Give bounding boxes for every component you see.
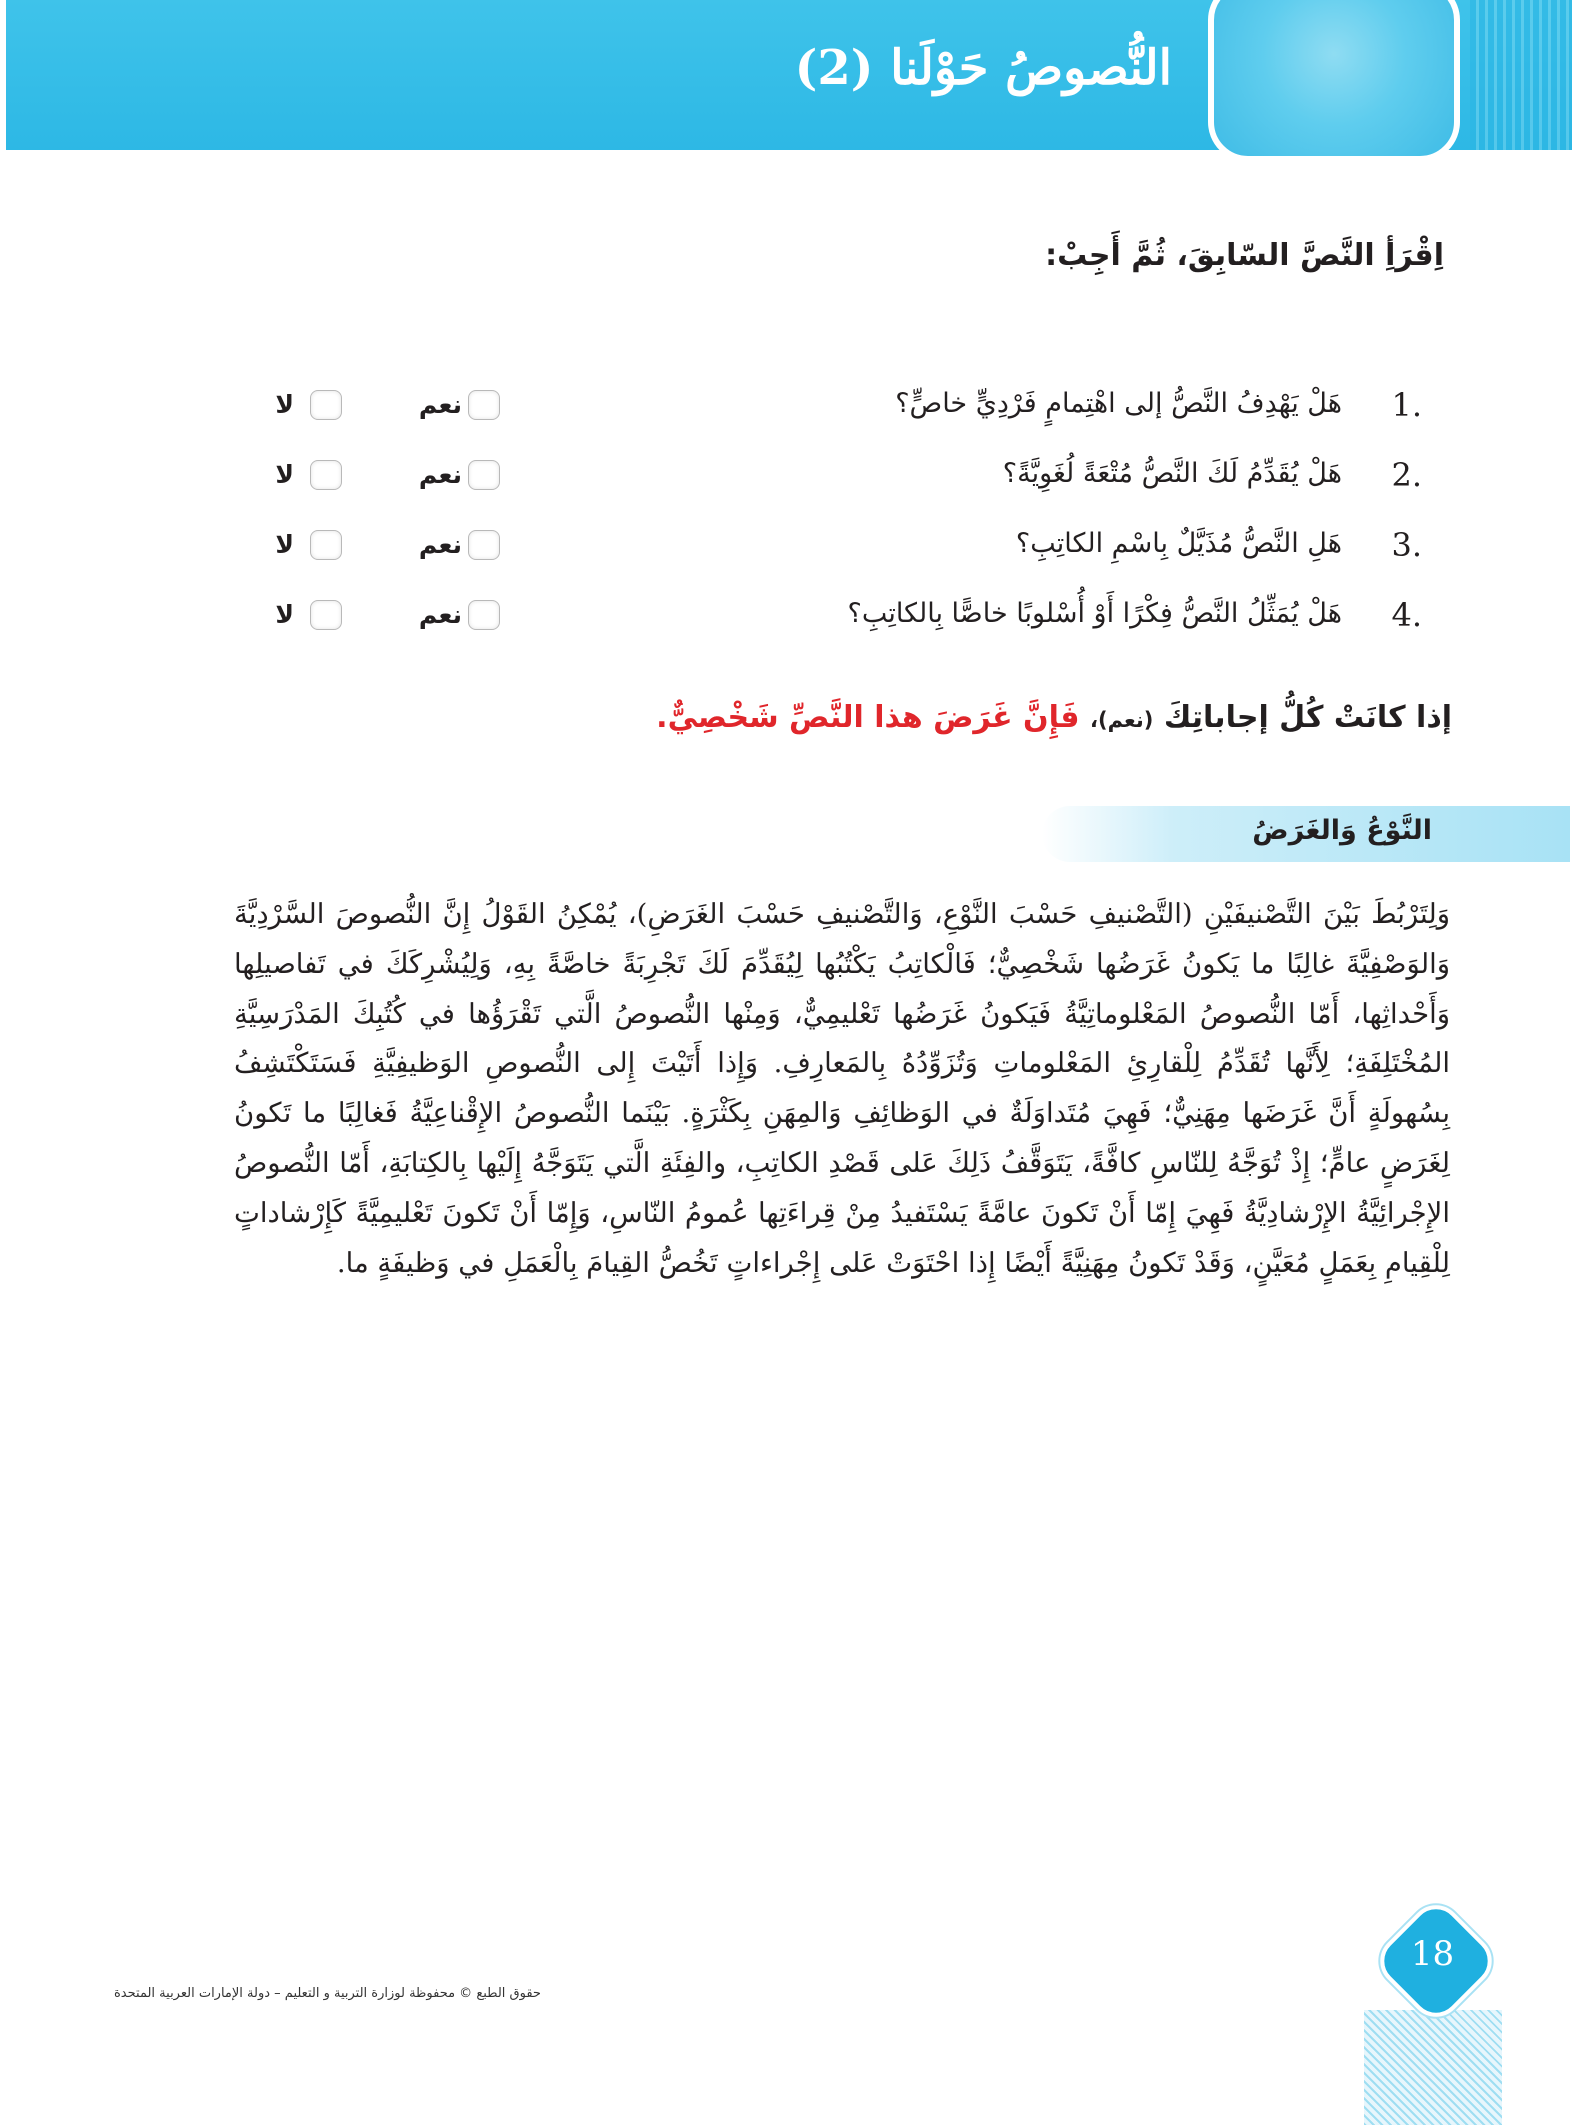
no-label: لا	[275, 600, 294, 629]
page-title: النُّصوصُ حَوْلَنا (2)	[794, 40, 1172, 96]
question-number: 4.	[1391, 596, 1422, 634]
footer-decorative-pattern	[1364, 2010, 1502, 2125]
page-number: 18	[1410, 1934, 1455, 1974]
yes-checkbox[interactable]	[468, 530, 500, 560]
question-number: 3.	[1391, 526, 1422, 564]
question-number: 2.	[1391, 456, 1422, 494]
body-paragraph: وَلِتَرْبُطَ بَيْنَ التَّصْنيفَيْنِ (التَّصْنيفِ حَسْبَ النَّوْعِ، وَالتَّصْنيفِ حَسْبَ الغَرَضِ)، يُمْكِنُ القَوْلُ إِنَّ النُّصوصَ السَّرْدِيَّةَ وَالوَصْفِيَّةَ غالِبًا ما يَكونُ غَرَضُها شَخْصِيٌّ؛ فَالْكاتِبُ يَكْتُبُها لِيُقَدِّمَ لَكَ تَجْرِبَةً خاصَّةً بِهِ، وَلِيُشْرِكَكَ في تَفاصيلِها وَأَحْداثِها، أَمّا النُّصوصُ المَعْلوماتِيَّةُ فَيَكونُ غَرَضُها تَعْليمِيٌّ، وَمِنْها النُّصوصُ الَّتي تَقْرَؤُها في كُتُبِكَ المَدْرَسِيَّةِ المُخْتَلِفَةِ؛ لِأَنَّها تُقَدِّمُ لِلْقارِئِ المَعْلوماتِ وَتُزَوِّدُهُ بِالمَعارِفِ. وَإِذا أَتَيْتَ إِلى النُّصوصِ الوَظيفِيَّةِ فَسَتَكْتَشِفُ بِسُهولَةٍ أَنَّ غَرَضَها مِهَنِيٌّ؛ فَهِيَ مُتَداوَلَةٌ في الوَظائِفِ وَالمِهَنِ بِكَثْرَةٍ. بَيْنَما النُّصوصُ الإِقْناعِيَّةُ فَغالِبًا ما تَكونُ لِغَرَضٍ عامٍّ؛ إِذْ تُوَجَّهُ لِلنّاسِ كافَّةً، يَتَوَقَّفُ ذَلِكَ عَلى قَصْدِ الكاتِبِ، والفِئَةِ الَّتي يَتَوَجَّهُ إِلَيْها بِالكِتابَةِ، أَمّا النُّصوصُ الإِجْرائِيَّةُ الإِرْشادِيَّةُ فَهِيَ إِمّا أَنْ تَكونَ عامَّةً يَسْتَفيدُ مِنْ قِراءَتِها عُمومُ النّاسِ، وَإِمّا أَنْ تَكونَ تَعْليمِيَّةً كَإِرْشاداتٍ لِلْقِيامِ بِعَمَلٍ مُعَيَّنٍ، وَقَدْ تَكونُ مِهَنِيَّةً أَيْضًا إِذا احْتَوَتْ عَلى إِجْراءاتٍ تَخُصُّ القِيامَ بِالْعَمَلِ في وَظيفَةٍ ما.	[234, 898, 1450, 1279]
question-text: هَلْ يُقَدِّمُ لَكَ النَّصُّ مُتْعَةً لُغَوِيَّةً؟	[1002, 458, 1342, 489]
yes-label: نعم	[418, 530, 462, 559]
yes-checkbox[interactable]	[468, 460, 500, 490]
yes-checkbox[interactable]	[468, 600, 500, 630]
header-decorative-edge	[1470, 0, 1572, 150]
conclusion-answer: (نعم)،	[1090, 708, 1154, 732]
question-text: هَلِ النَّصُّ مُذَيَّلٌ بِاسْمِ الكاتِبِ؟	[1015, 528, 1342, 559]
no-label: لا	[275, 530, 294, 559]
yes-label: نعم	[418, 600, 462, 629]
yes-checkbox[interactable]	[468, 390, 500, 420]
instruction-text: اِقْرَأِ النَّصَّ السّابِقَ، ثُمَّ أَجِبْ:	[1045, 238, 1444, 273]
no-checkbox[interactable]	[310, 600, 342, 630]
conclusion-statement	[656, 700, 1452, 735]
header-decorative-badge	[1208, 0, 1460, 162]
question-number: 1.	[1391, 386, 1422, 424]
question-row	[0, 518, 1572, 578]
question-text: هَلْ يَهْدِفُ النَّصُّ إلى اهْتِمامٍ فَرْدِيٍّ خاصٍّ؟	[895, 388, 1342, 419]
question-row	[0, 588, 1572, 648]
yes-label: نعم	[418, 390, 462, 419]
section-title: النَّوْعُ وَالغَرَضُ	[1252, 815, 1432, 846]
no-checkbox[interactable]	[310, 530, 342, 560]
copyright-footer: حقوق الطبع © محفوظة لوزارة التربية و التعليم – دولة الإمارات العربية المتحدة	[114, 1986, 541, 2001]
conclusion-part1: إذا كانَتْ كُلُّ إجاباتِكَ	[1163, 700, 1452, 735]
page-number-badge	[1375, 1900, 1490, 2015]
question-row	[0, 378, 1572, 438]
yes-label: نعم	[418, 460, 462, 489]
conclusion-result: فَإِنَّ غَرَضَ هذا النَّصِّ شَخْصِيٌّ.	[656, 700, 1080, 735]
no-label: لا	[275, 460, 294, 489]
no-checkbox[interactable]	[310, 390, 342, 420]
no-label: لا	[275, 390, 294, 419]
question-text: هَلْ يُمَثِّلُ النَّصُّ فِكْرًا أَوْ أُسْلوبًا خاصًّا بِالكاتِبِ؟	[847, 598, 1342, 629]
question-row	[0, 448, 1572, 508]
no-checkbox[interactable]	[310, 460, 342, 490]
